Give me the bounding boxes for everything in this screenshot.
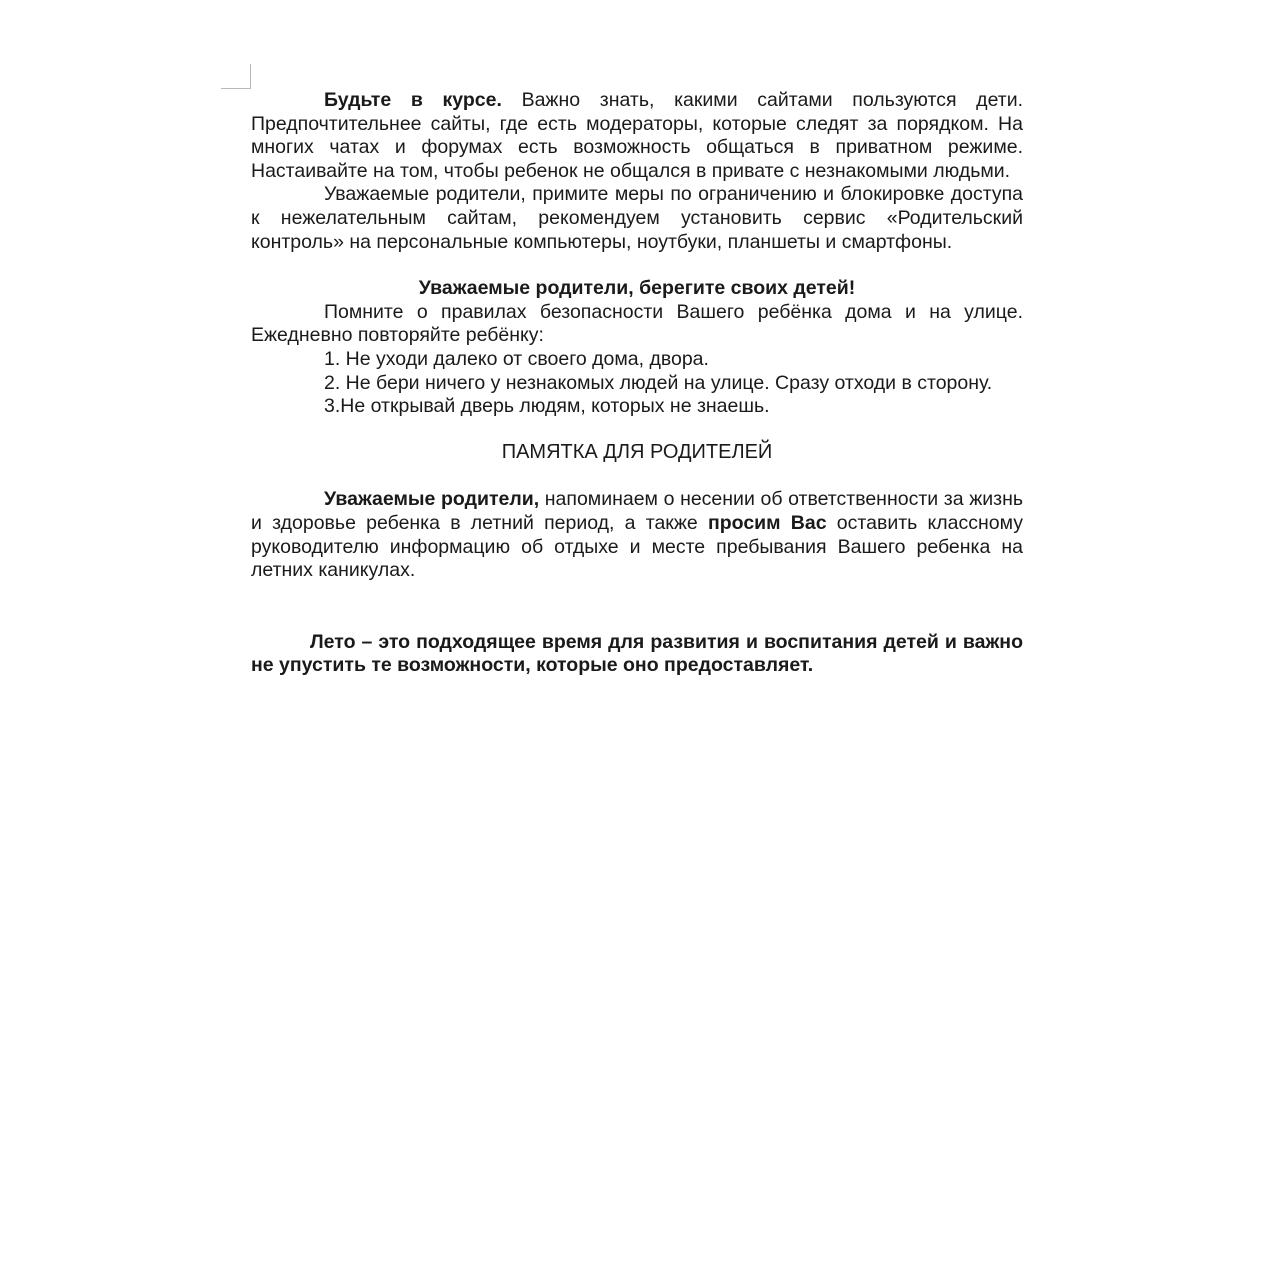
- heading-take-care: Уважаемые родители, берегите своих детей!: [418, 277, 856, 300]
- paragraph-responsibility: [251, 488, 1023, 582]
- rule-item: 3.Не открывай дверь людям, которых не знаешь.: [324, 395, 770, 418]
- rule-item: 2. Не бери ничего у незнакомых людей на улице. Сразу отходи в сторону.: [324, 371, 993, 394]
- paragraph-parental-control: Уважаемые родители, примите меры по ограничению и блокировке доступа к нежелательным сайтам, рекомендуем установить сервис «Родительский контроль» на персональные компьютеры, ноутбуки, планшеты и смартфоны.: [251, 183, 1023, 253]
- paragraph-stay-informed: [251, 89, 1023, 183]
- stay-informed-bold: Будьте в курсе.: [324, 89, 502, 111]
- stay-informed-text: Важно знать, какими сайтами пользуются дети. Предпочтительнее сайты, где есть модераторы, которые следят за порядком. На многих чатах и форумах есть возможность общаться в приватном режиме. Настаивайте на том, чтобы ребенок не общался в привате с незнакомыми людьми.: [251, 89, 1024, 182]
- heading-memo: ПАМЯТКА ДЛЯ РОДИТЕЛЕЙ: [501, 440, 773, 463]
- responsibility-bold-1: Уважаемые родители,: [324, 488, 540, 511]
- page-corner-marker: [221, 64, 251, 89]
- document-page: [251, 89, 1023, 678]
- paragraph-safety-rules-intro: Помните о правилах безопасности Вашего ребёнка дома и на улице. Ежедневно повторяйте ребёнку:: [251, 300, 1023, 347]
- paragraph-summer-closing: Лето – это подходящее время для развития и воспитания детей и важно не упустить те возможности, которые оно предоставляет.: [251, 630, 1023, 677]
- responsibility-bold-2: просим Вас: [707, 511, 827, 534]
- responsibility-text-1: напоминаем о несении об ответственности за жизнь и здоровье ребенка в летний период, а также: [251, 488, 1023, 534]
- rule-item: 1. Не уходи далеко от своего дома, двора.: [324, 347, 709, 370]
- responsibility-text-2: оставить классному руководителю информацию об отдыхе и месте пребывания Вашего ребенка на летних каникулах.: [251, 511, 1023, 582]
